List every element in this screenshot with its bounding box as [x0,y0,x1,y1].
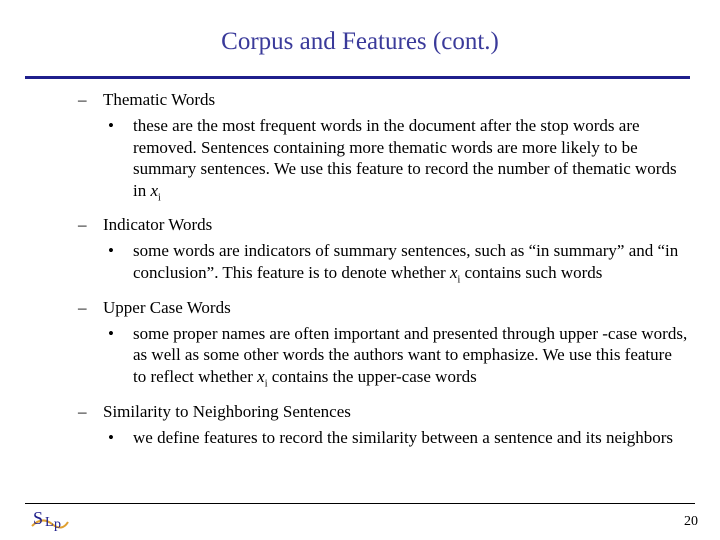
item-label: Similarity to Neighboring Sentences [103,401,351,421]
list-item-indicator-words [78,214,698,235]
bullet-indicator-words [108,240,688,290]
dash-marker: – [78,215,87,235]
bullet-text: some words are indicators of summary sentences, such as “in summary” and “in conclusion”. This feature is to denote whether [133,241,679,282]
bullet-similarity [108,427,688,449]
slide-content [78,89,698,454]
variable-subscript: i [264,378,268,390]
slp-logo [30,504,70,534]
page-number: 20 [684,514,698,529]
svg-text:p: p [54,517,61,532]
bullet-marker: • [108,323,114,343]
variable-x: x [150,180,159,200]
bullet-text: some proper names are often important and presented through upper -case words, as well as some other words the authors want to emphasize. We use this feature to reflect whether [133,323,688,386]
bullet-text-tail: contains the upper-case words [267,366,477,386]
bullet-marker: • [108,241,114,261]
footer-rule [25,503,695,504]
bullet-thematic-words [108,115,688,208]
item-label: Upper Case Words [103,297,231,317]
variable-x: x [449,262,458,282]
list-item-thematic-words [78,89,698,110]
list-item-similarity [78,401,698,422]
bullet-text: these are the most frequent words in the document after the stop words are removed. Sentences containing more thematic words are more likely to be summary sentences. We use this feature to record the number of thematic words in [133,116,677,200]
slide-title: Corpus and Features (cont.) [221,28,499,55]
variable-subscript: i [457,274,461,286]
variable-x: x [257,366,265,386]
list-item-upper-case-words [78,297,698,318]
dash-marker: – [78,297,87,317]
dash-marker: – [78,401,87,421]
bullet-marker: • [108,427,114,447]
bullet-text-tail: contains such words [460,262,603,282]
bullet-upper-case-words [108,323,688,395]
bullet-text: we define features to record the similarity between a sentence and its neighbors [133,427,674,447]
dash-marker: – [78,90,87,109]
item-label: Indicator Words [103,215,213,235]
item-label: Thematic Words [103,90,216,109]
title-underline [25,76,690,79]
svg-text:L: L [45,515,54,530]
bullet-marker: • [108,116,114,135]
variable-subscript: i [158,191,161,203]
svg-text:S: S [33,508,44,528]
